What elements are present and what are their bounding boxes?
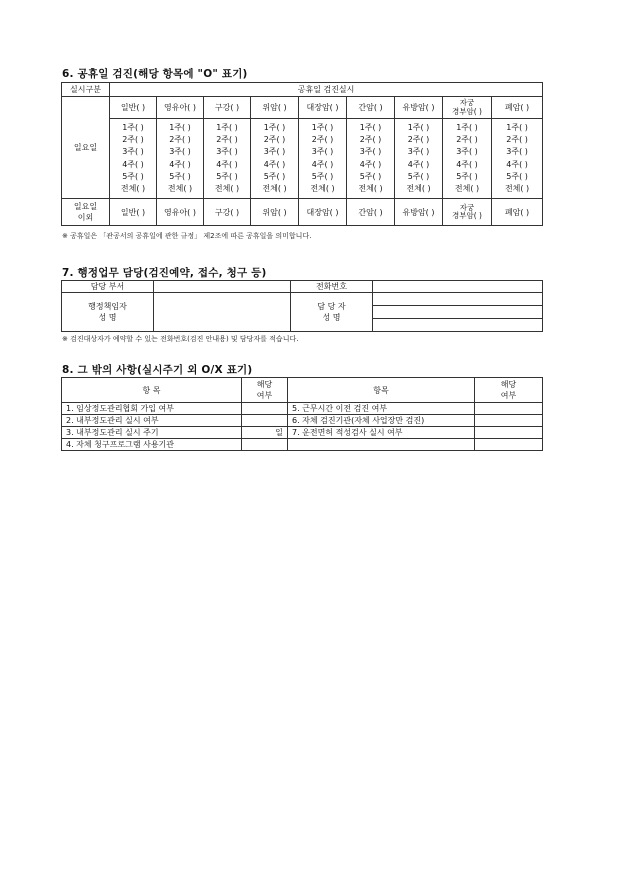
sunday-label: 일요일 [62,97,110,199]
category-cell[interactable]: 유방암( ) [395,97,443,119]
category-cell[interactable]: 위암( ) [251,97,299,119]
week-options[interactable]: 1주( ) 2주( ) 3주( ) 4주( ) 5주( ) 전체( ) [110,119,157,199]
section8-title: 8. 그 밖의 사항(실시주기 외 O/X 표기) [62,364,253,376]
section6-title: 6. 공휴일 검진(해당 항목에 "O" 표기) [62,68,248,80]
category-row [62,97,543,119]
week-options[interactable]: 1주( ) 2주( ) 3주( ) 4주( ) 5주( ) 전체( ) [443,119,492,199]
category-cell[interactable]: 폐암( ) [492,199,543,226]
col-applicable-right: 해당 여부 [475,378,543,403]
section7-footnote: ※ 검진대상자가 예약할 수 있는 전화번호(검진 안내용) 및 담당자를 적습니다. [62,335,299,343]
week-options[interactable]: 1주( ) 2주( ) 3주( ) 4주( ) 5주( ) 전체( ) [299,119,347,199]
manager-label: 행정책임자 성 명 [62,293,154,332]
category-cell[interactable]: 구강( ) [204,97,251,119]
item-right: 7. 운전면허 적성검사 실시 여부 [288,427,475,439]
item-right-value[interactable] [475,415,543,427]
col-item-right: 항목 [288,378,475,403]
category-cell[interactable]: 영유아( ) [157,199,204,226]
category-cell[interactable]: 일반( ) [110,199,157,226]
col-item-left: 항 목 [62,378,242,403]
section6-footnote: ※ 공휴일은 「관공서의 공휴일에 관한 규정」 제2조에 따른 공휴일을 의미합니다. [62,232,312,240]
item-right-value[interactable] [475,403,543,415]
item-left: 3. 내부정도관리 실시 주기 [62,427,242,439]
item-left-value[interactable] [242,439,288,451]
staff-label: 담 당 자 성 명 [291,293,373,332]
staff-value[interactable] [373,306,543,319]
item-left-value[interactable]: 일 [242,427,288,439]
week-options[interactable]: 1주( ) 2주( ) 3주( ) 4주( ) 5주( ) 전체( ) [347,119,395,199]
col-applicable-left: 해당 여부 [242,378,288,403]
dept-value[interactable] [154,281,291,293]
category-cell[interactable]: 간암( ) [347,97,395,119]
group-header: 공휴일 검진실시 [110,83,543,97]
item-left-value[interactable] [242,415,288,427]
category-cell[interactable]: 일반( ) [110,97,157,119]
category-cell[interactable]: 자궁 경부암( ) [443,199,492,226]
item-right-value[interactable] [475,439,543,451]
dept-label: 담당 부서 [62,281,154,293]
category-cell[interactable]: 위암( ) [251,199,299,226]
item-left-value[interactable] [242,403,288,415]
category-cell[interactable]: 자궁 경부암( ) [443,97,492,119]
manager-name-value[interactable] [154,293,291,332]
admin-contact-table [61,280,543,332]
table-row [62,439,543,451]
item-left: 4. 자체 청구프로그램 사용기관 [62,439,242,451]
corner-label: 실시구분 [62,83,110,97]
staff-value[interactable] [373,319,543,332]
item-left: 1. 임상정도관리협회 가입 여부 [62,403,242,415]
item-right [288,439,475,451]
week-options[interactable]: 1주( ) 2주( ) 3주( ) 4주( ) 5주( ) 전체( ) [395,119,443,199]
item-right: 5. 근무시간 이전 검진 여부 [288,403,475,415]
week-options[interactable]: 1주( ) 2주( ) 3주( ) 4주( ) 5주( ) 전체( ) [251,119,299,199]
non-sunday-label: 일요일 이외 [62,199,110,226]
week-options[interactable]: 1주( ) 2주( ) 3주( ) 4주( ) 5주( ) 전체( ) [157,119,204,199]
holiday-exam-table [61,82,543,226]
week-options[interactable]: 1주( ) 2주( ) 3주( ) 4주( ) 5주( ) 전체( ) [204,119,251,199]
table-row [62,427,543,439]
table-row [62,415,543,427]
item-right-value[interactable] [475,427,543,439]
category-cell[interactable]: 폐암( ) [492,97,543,119]
week-options[interactable]: 1주( ) 2주( ) 3주( ) 4주( ) 5주( ) 전체( ) [492,119,543,199]
category-cell[interactable]: 영유아( ) [157,97,204,119]
table-row [62,403,543,415]
phone-value[interactable] [373,281,543,293]
staff-value[interactable] [373,293,543,306]
category-cell[interactable]: 대장암( ) [299,97,347,119]
category-cell[interactable]: 대장암( ) [299,199,347,226]
category-cell[interactable]: 유방암( ) [395,199,443,226]
category-cell[interactable]: 간암( ) [347,199,395,226]
item-right: 6. 자체 검진기관(자체 사업장만 검진) [288,415,475,427]
item-left: 2. 내부정도관리 실시 여부 [62,415,242,427]
section7-title: 7. 행정업무 담당(검진예약, 접수, 청구 등) [62,267,267,279]
non-sunday-row [62,199,543,226]
week-row [62,119,543,199]
phone-label: 전화번호 [291,281,373,293]
category-cell[interactable]: 구강( ) [204,199,251,226]
other-items-table [61,377,543,451]
